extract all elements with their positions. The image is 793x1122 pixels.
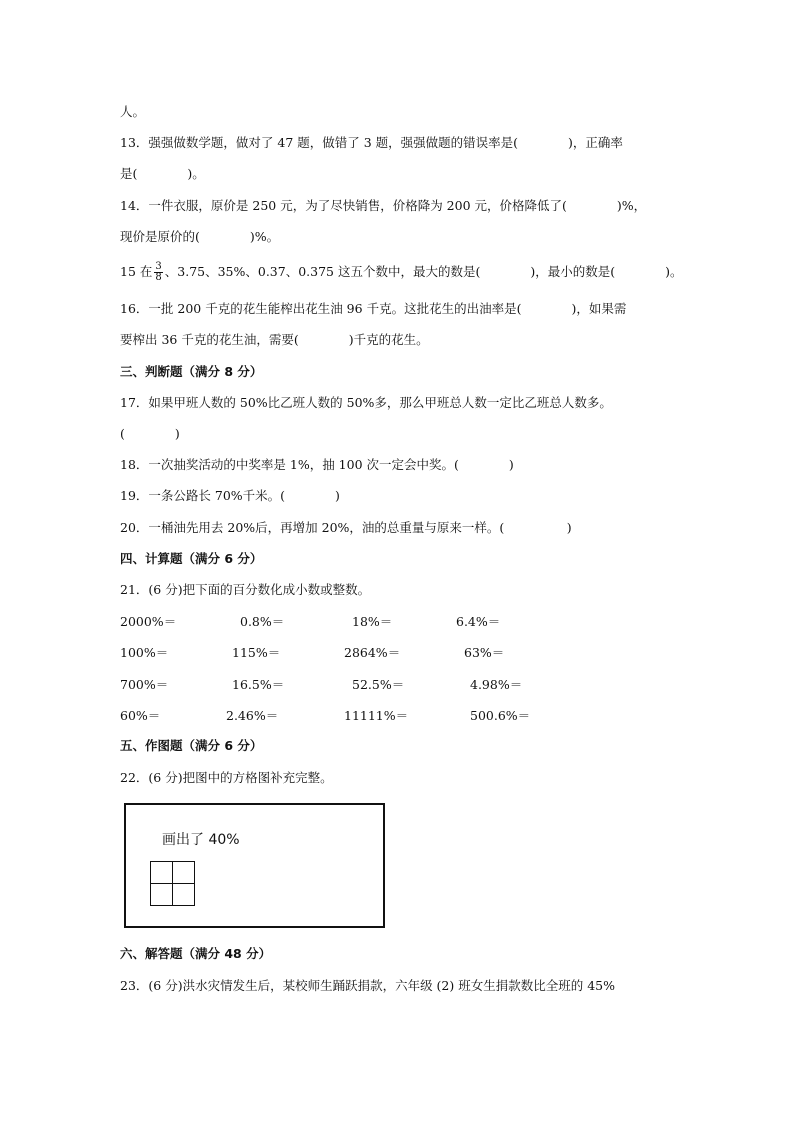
calc-item: 2000%＝ bbox=[120, 614, 177, 629]
question-15 bbox=[120, 262, 682, 283]
question-14-line-2: 现价是原价的( )%。 bbox=[120, 229, 280, 244]
partial-grid bbox=[150, 861, 196, 908]
calc-item: 0.8%＝ bbox=[240, 614, 285, 629]
grid-square bbox=[150, 883, 173, 906]
calc-item: 60%＝ bbox=[120, 708, 161, 723]
grid-square bbox=[172, 861, 195, 884]
section-heading-drawing: 五、作图题（满分 6 分） bbox=[120, 738, 263, 753]
calc-item: 52.5%＝ bbox=[352, 677, 405, 692]
question-15-text: 、3.75、35%、0.37、0.375 这五个数中，最大的数是( )，最小的数是( )。 bbox=[164, 264, 683, 279]
calc-item: 6.4%＝ bbox=[456, 614, 501, 629]
grid-square bbox=[172, 883, 195, 906]
fraction-three-eighths bbox=[154, 262, 162, 283]
question-16-line-2: 要榨出 36 千克的花生油，需要( )千克的花生。 bbox=[120, 332, 429, 347]
calc-item: 4.98%＝ bbox=[470, 677, 523, 692]
calc-item: 16.5%＝ bbox=[232, 677, 285, 692]
question-19: 19．一条公路长 70%千米。( ) bbox=[120, 488, 340, 503]
calc-item: 18%＝ bbox=[352, 614, 393, 629]
question-13-line-1: 13．强强做数学题，做对了 47 题，做错了 3 题，强强做题的错误率是( )，正确率 bbox=[120, 135, 623, 150]
grid-figure-box bbox=[124, 803, 385, 928]
calc-item: 63%＝ bbox=[464, 645, 505, 660]
calc-item: 11111%＝ bbox=[344, 708, 409, 723]
calc-item: 115%＝ bbox=[232, 645, 281, 660]
calc-item: 2864%＝ bbox=[344, 645, 401, 660]
question-15-prefix: 15 在 bbox=[120, 264, 153, 279]
question-13-line-2: 是( )。 bbox=[120, 166, 205, 181]
calc-item: 500.6%＝ bbox=[470, 708, 531, 723]
question-14-line-1: 14．一件衣服，原价是 250 元，为了尽快销售，价格降为 200 元，价格降低了( )%， bbox=[120, 198, 647, 213]
section-heading-calculation: 四、计算题（满分 6 分） bbox=[120, 551, 263, 566]
question-17-line-1: 17．如果甲班人数的 50%比乙班人数的 50%多，那么甲班总人数一定比乙班总人数多。 bbox=[120, 395, 612, 410]
section-heading-judgement: 三、判断题（满分 8 分） bbox=[120, 364, 263, 379]
question-22: 22．(6 分)把图中的方格图补充完整。 bbox=[120, 770, 333, 785]
question-20: 20．一桶油先用去 20%后，再增加 20%，油的总重量与原来一样。( ) bbox=[120, 520, 572, 535]
question-18: 18．一次抽奖活动的中奖率是 1%，抽 100 次一定会中奖。( ) bbox=[120, 457, 514, 472]
calc-item: 100%＝ bbox=[120, 645, 169, 660]
calc-item: 700%＝ bbox=[120, 677, 169, 692]
section-heading-solutions: 六、解答题（满分 48 分） bbox=[120, 946, 272, 961]
fraction-numerator: 3 bbox=[155, 261, 162, 272]
grid-square bbox=[150, 861, 173, 884]
figure-caption: 画出了 40% bbox=[162, 832, 240, 848]
question-21: 21．(6 分)把下面的百分数化成小数或整数。 bbox=[120, 582, 371, 597]
line-continuation: 人。 bbox=[120, 104, 146, 119]
question-16-line-1: 16．一批 200 千克的花生能榨出花生油 96 千克。这批花生的出油率是( )，如果需 bbox=[120, 301, 627, 316]
question-17-answer-parens: ( ) bbox=[120, 426, 180, 441]
calc-item: 2.46%＝ bbox=[226, 708, 279, 723]
question-23: 23．(6 分)洪水灾情发生后，某校师生踊跃捐款，六年级 (2) 班女生捐款数比全班的 45% bbox=[120, 978, 615, 993]
fraction-denominator: 8 bbox=[155, 272, 162, 283]
